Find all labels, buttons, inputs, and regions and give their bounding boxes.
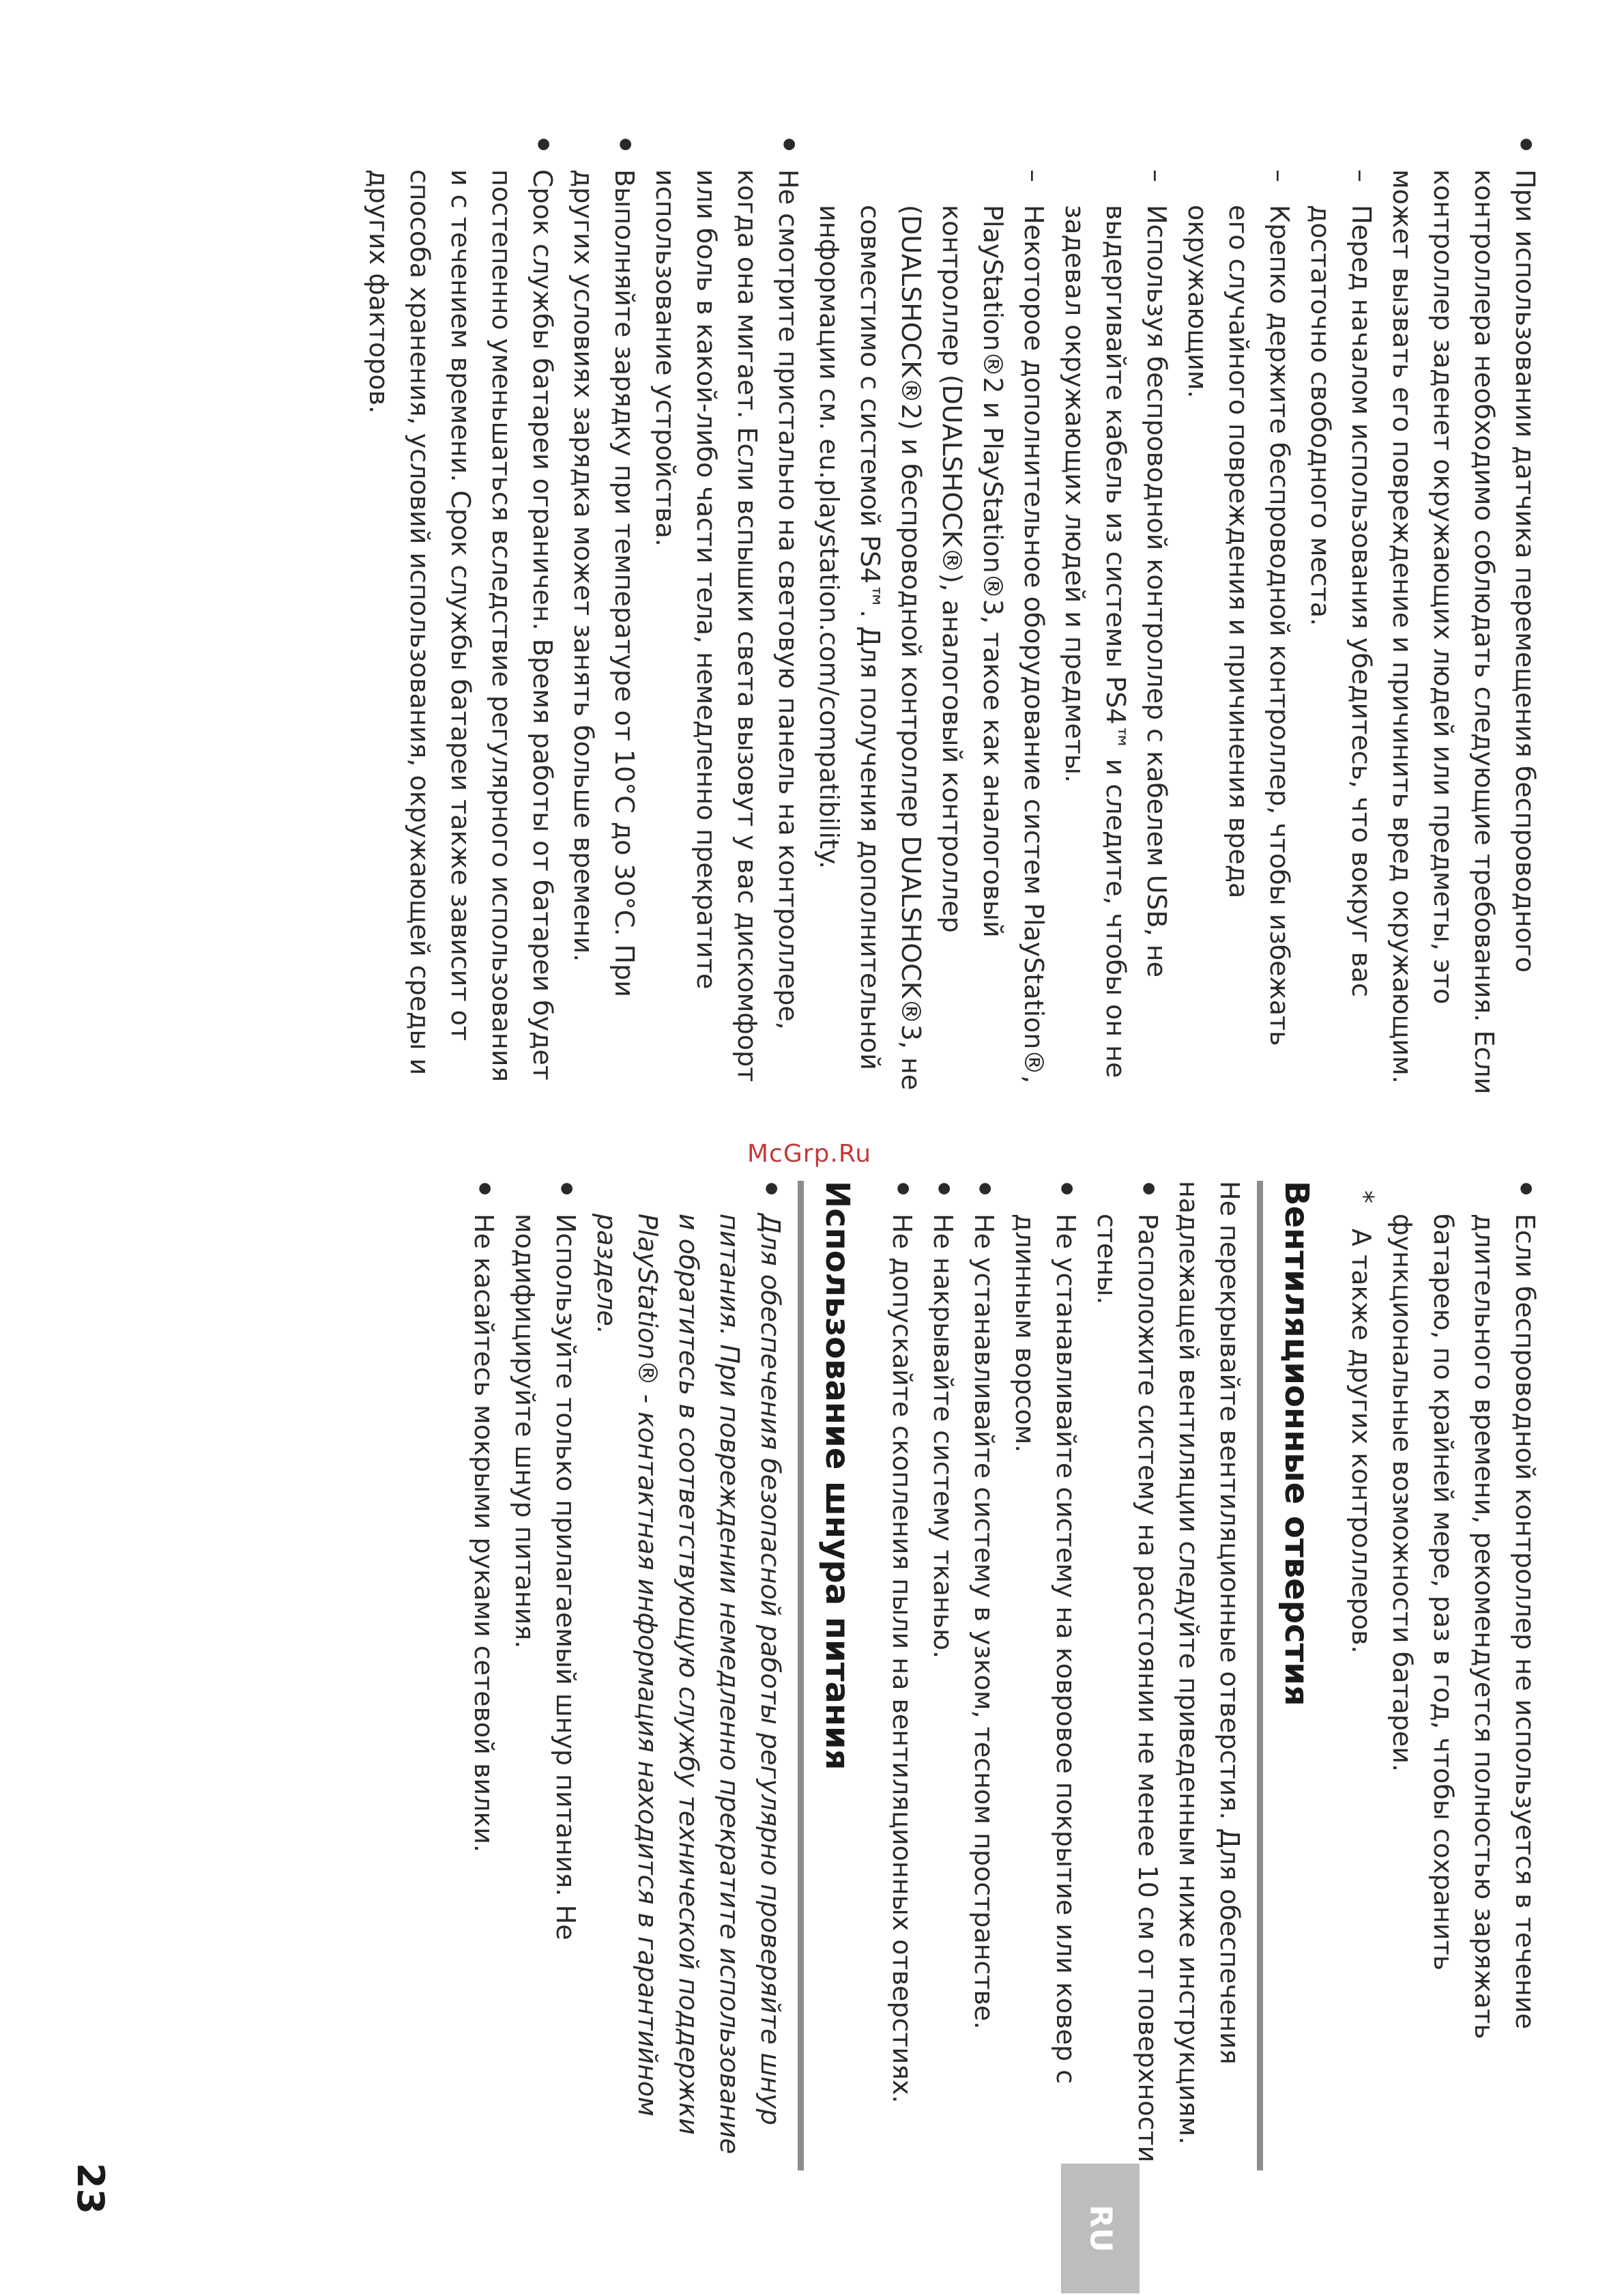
power-cord-item: ● Используйте только прилагаемый шнур питания. Не модифицируйте шнур питания. [504,1181,586,2170]
dash-compatibility: – Некоторое дополнительное оборудование систем PlayStation®, PlayStation®2 и PlayStation®3, такое как аналоговый контроллер (DUALSHOCK®), аналоговый контроллер (DUALSHOCK®2) и беспроводной контроллер DUALSHOCK®3, не совместимо с системой PS4™. Для получения дополнительной информации см. eu.playstation.com/compatibility. [809,137,1054,1099]
bullet-long-storage: ● Если беспроводной контроллер не используется в течение длительного времени, рекомендуется полностью заряжать батарею, по крайней мере, раз в год, чтобы сохранить функциональные возможности батареи. [1382,1181,1546,2170]
bullet-battery-life: ● Срок службы батареи ограничен. Время работы от батареи будет постепенно уменьшаться вследствие регулярного использования и с течением времени. Срок службы батареи также зависит от способа хранения, условий использования, окружающей среды и других факторов. [358,137,563,1099]
ventilation-item: ● Не устанавливайте систему в узком, тесном пространстве. [963,1181,1004,2170]
dash-free-space: – Перед началом использования убедитесь, что вокруг вас достаточно свободного места. [1300,137,1382,1099]
ventilation-item: ● Не устанавливайте систему на ковровое покрытие или ковер с длинным ворсом. [1004,1181,1086,2170]
left-text-column [99,137,1546,1099]
footnote-other-controllers: * А также других контроллеров. [1341,1181,1382,2170]
power-cord-heading: Использование шнура питания [798,1181,861,2170]
language-tab-label: RU [1083,2205,1118,2252]
ventilation-item: ● Не допускайте скопления пыли на вентиляционных отверстиях. [882,1181,923,2170]
ventilation-item: ● Не накрывайте систему тканью. [923,1181,963,2170]
language-tab [1061,2164,1140,2293]
ventilation-heading: Вентиляционные отверстия [1257,1181,1320,2170]
power-cord-item: ● Не касайтесь мокрыми руками сетевой вилки. [463,1181,504,2170]
ventilation-item: ● Расположите систему на расстоянии не менее 10 см от поверхности стены. [1086,1181,1168,2170]
right-text-column [126,1181,1546,2170]
bullet-charging-temperature: ● Выполняйте зарядку при температуре от 10°C до 30°C. При других условиях зарядка может занять больше времени. [563,137,645,1099]
dash-hold-controller: – Крепко держите беспроводной контроллер, чтобы избежать его случайного повреждения и причинения вреда окружающим. [1177,137,1300,1099]
dash-usb-cable: – Используя беспроводной контроллер с кабелем USB, не выдергивайте кабель из системы PS4™ и следите, чтобы он не задевал окружающих людей и предметы. [1054,137,1177,1099]
power-cord-item: ● Для обеспечения безопасной работы регулярно проверяйте шнур питания. При повреждении немедленно прекратите использование и обратитесь в соответствующую службу технической поддержки PlayStation® - контактная информация находится в гарантийном разделе. [586,1181,791,2170]
watermark-text: McGrp.Ru [747,1140,872,1168]
ventilation-intro: Не перекрывайте вентиляционные отверстия. Для обеспечения надлежащей вентиляции следуйте приведенным ниже инструкциям. [1174,1181,1245,2145]
bullet-motion-sensor: ● При использовании датчика перемещения беспроводного контроллера необходимо соблюдать следующие требования. Если контроллер заденет окружающих людей или предметы, это может вызвать его повреждение и причинить вред окружающим. [1382,137,1546,1099]
page-number: 23 [69,2162,113,2215]
bullet-light-bar: ● Не смотрите пристально на световую панель на контроллере, когда она мигает. Если вспышки света вызовут у вас дискомфорт или боль в какой-либо части тела, немедленно прекратите использование устройства. [645,137,809,1099]
